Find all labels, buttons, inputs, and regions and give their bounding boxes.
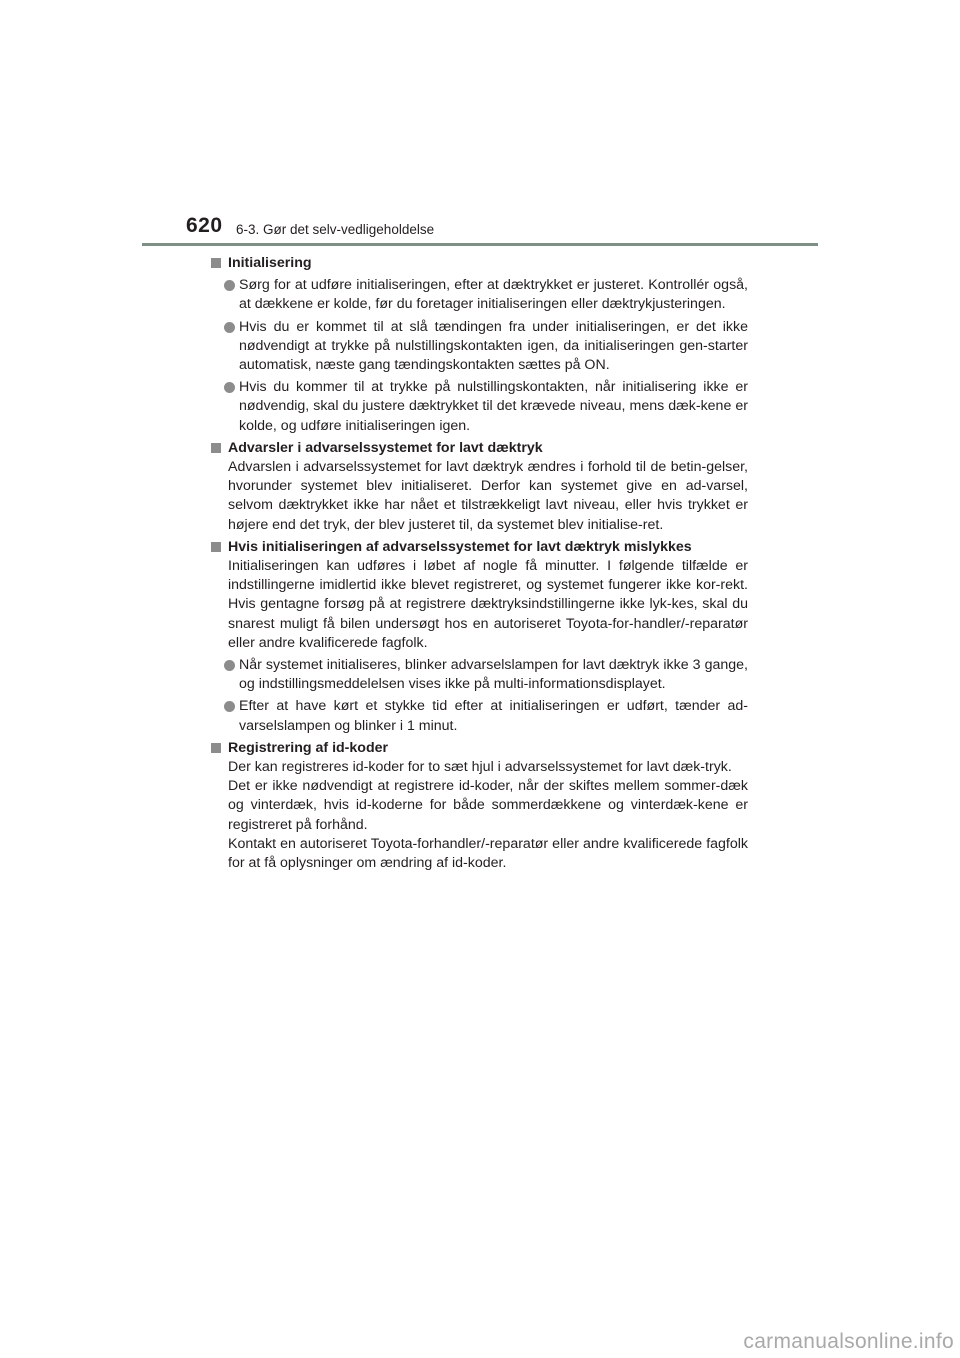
section-heading-advarsler: Advarsler i advarselssystemet for lavt dæktryk — [211, 439, 748, 458]
watermark-link[interactable]: carmanualsonline.info — [743, 1330, 954, 1353]
section-heading-initialisering-mislykkes: Hvis initialiseringen af advarselssystemet for lavt dæktryk mislykkes — [211, 538, 748, 557]
paragraph: Initialiseringen kan udføres i løbet af nogle få minutter. I følgende tilfælde er indstillingerne imidlertid ikke blevet registreret, og systemet fungerer ikke kor-rekt. Hvis gentagne forsøg på at registrere dæktryksindstillingerne ikke lyk-kes, skal du snarest muligt få bilen undersøgt hos en autoriseret Toyota-for-handler/-reparatør eller andre kvalificerede fagfolk. — [228, 558, 748, 651]
list-item: Efter at have kørt et stykke tid efter at initialiseringen er udført, tænder ad-varselslampen og blinker i 1 minut. — [211, 697, 748, 735]
page-number: 620 — [186, 214, 223, 237]
list-item: Hvis du er kommet til at slå tændingen fra under initialiseringen, er det ikke nødvendigt at trykke på nulstillingskontakten igen, da initialiseringen gen-starter automatisk, næste gang tændingskontakten sættes på ON. — [211, 318, 748, 376]
circle-bullet-icon — [224, 382, 235, 393]
paragraph: Det er ikke nødvendigt at registrere id-koder, når der skiftes mellem sommer-dæk og vinterdæk, hvis id-koderne for både sommerdækkene og vinterdæk-kene er registreret på forhånd. — [228, 778, 748, 833]
section-heading-registrering: Registrering af id-koder — [211, 739, 748, 758]
list-item: Hvis du kommer til at trykke på nulstillingskontakten, når initialisering ikke er nødvendig, skal du justere dæktrykket til det krævede niveau, mens dæk-kene er kolde, og udføre initialiseringen igen. — [211, 378, 748, 436]
section-title: 6-3. Gør det selv-vedligeholdelse — [236, 222, 435, 237]
square-bullet-icon — [211, 443, 221, 453]
circle-bullet-icon — [224, 660, 235, 671]
page-content — [211, 254, 748, 873]
paragraph: Advarslen i advarselssystemet for lavt dæktryk ændres i forhold til de betin-gelser, hvorunder systemet blev initialiseret. Derfor kan systemet give en ad-varsel, selvom dæktrykket ikke har nået et tilstrækkeligt lavt niveau, eller hvis trykket er højere end det tryk, der blev justeret til, da systemet blev initialise-ret. — [228, 459, 748, 533]
square-bullet-icon — [211, 258, 221, 268]
circle-bullet-icon — [224, 322, 235, 333]
circle-bullet-icon — [224, 280, 235, 291]
list-item: Sørg for at udføre initialiseringen, efter at dæktrykket er justeret. Kontrollér også, at dækkene er kolde, før du foretager initialiseringen eller dæktrykjusteringen. — [211, 276, 748, 314]
paragraph: Der kan registreres id-koder for to sæt hjul i advarselssystemet for lavt dæk-tryk. — [228, 759, 732, 776]
square-bullet-icon — [211, 542, 221, 552]
header-rule — [142, 243, 818, 246]
section-heading-initialisering: Initialisering — [211, 254, 748, 273]
paragraph: Kontakt en autoriseret Toyota-forhandler/-reparatør eller andre kvalificerede fagfolk for at få oplysninger om ændring af id-koder. — [228, 835, 748, 872]
circle-bullet-icon — [224, 701, 235, 712]
square-bullet-icon — [211, 743, 221, 753]
list-item: Når systemet initialiseres, blinker advarselslampen for lavt dæktryk ikke 3 gange, og indstillingsmeddelelsen vises ikke på multi-informationsdisplayet. — [211, 656, 748, 694]
